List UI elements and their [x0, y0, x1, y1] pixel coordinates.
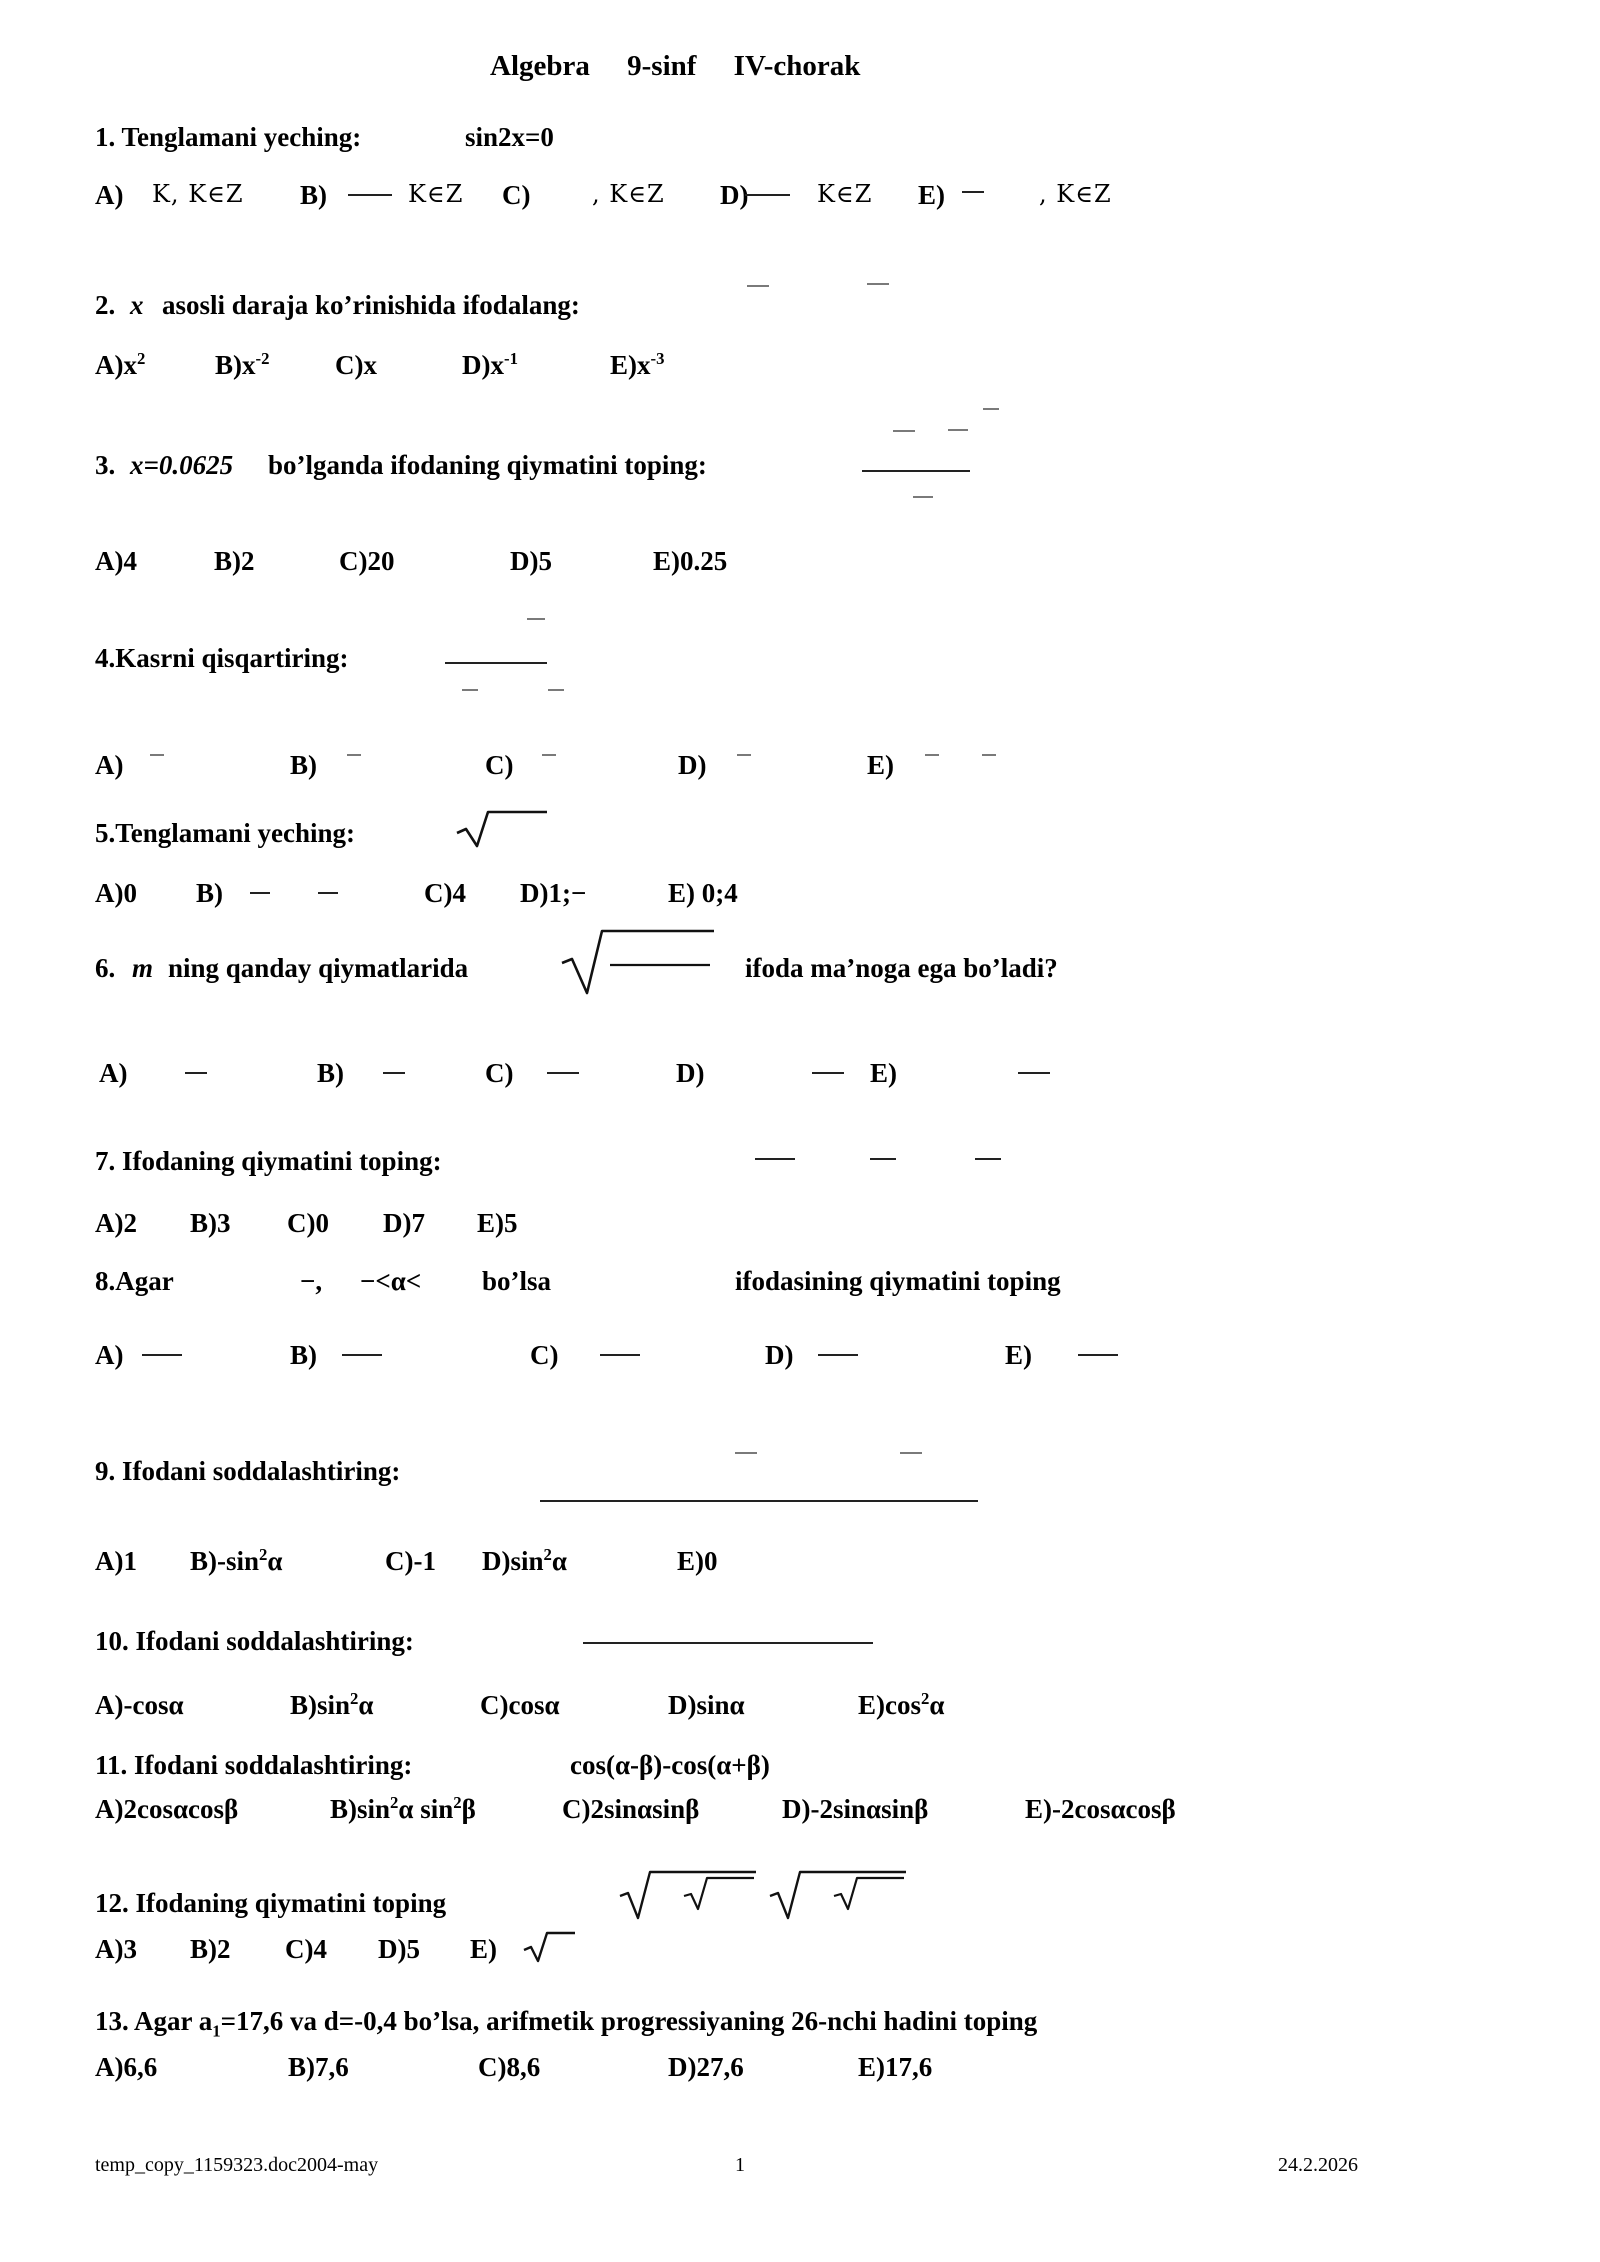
numerator-bar [527, 618, 545, 620]
question-12-text: 12. Ifodaning qiymatini toping [95, 1888, 447, 1918]
option-letter: B) [290, 750, 317, 780]
question-3-number: 3. [95, 450, 116, 480]
question-1-text: 1. Tenglamani yeching: [95, 122, 362, 152]
numerator-bar [948, 429, 968, 431]
question-6 [0, 953, 1600, 1001]
question-11 [0, 1750, 1600, 1798]
question-8-options [0, 1340, 1600, 1388]
footer-date: 24.2.2026 [1278, 2154, 1358, 2176]
nested-radical-icon [768, 1866, 910, 1922]
option-value: , K∈Z [1039, 180, 1112, 208]
option-value: E)17,6 [858, 2052, 933, 2082]
option-letter: D) [765, 1340, 794, 1370]
question-11-expression: cos(α-β)-cos(α+β) [570, 1750, 770, 1780]
option-value: $E)\cos^2\alpha$ [858, 1689, 945, 1720]
option-value: D)1;− [520, 878, 587, 908]
option-value: D)7 [383, 1208, 425, 1238]
nested-radical-icon [618, 1866, 760, 1922]
fraction-bar [185, 1072, 207, 1074]
option-value: A)-cosα [95, 1690, 184, 1720]
fraction-bar [150, 754, 164, 756]
option-value: A)3 [95, 1934, 137, 1964]
option-value: E) 0;4 [668, 878, 738, 908]
option-letter: C) [530, 1340, 559, 1370]
question-8-fragment: bo’lsa [482, 1266, 552, 1296]
option-letter: E) [918, 180, 945, 210]
option-value: C)-1 [385, 1546, 436, 1576]
option-value: K∈Z [408, 180, 464, 208]
question-6-text: ning qanday qiymatlarida [168, 953, 469, 983]
fraction-bar [812, 1072, 844, 1074]
option-value: $B)\sin^2\alpha$ $\sin^2\beta$ [330, 1793, 476, 1824]
option-letter: B) [290, 1340, 317, 1370]
option-value: C)cosα [480, 1690, 560, 1720]
option-letter: A) [99, 1058, 128, 1088]
fraction-bar [737, 754, 751, 756]
option-value: $B)\sin^2\alpha$ [290, 1689, 374, 1720]
option-letter: C) [502, 180, 531, 210]
option-value: B)2 [214, 546, 255, 576]
option-value: A)4 [95, 546, 137, 576]
question-4 [0, 643, 1600, 691]
option-letter: A) [95, 1340, 124, 1370]
option-value: $B)-\sin^2\alpha$ [190, 1545, 283, 1576]
option-value: E)0 [677, 1546, 718, 1576]
numerator-bar [735, 1452, 757, 1454]
option-value: D)5 [378, 1934, 420, 1964]
option-value: A)6,6 [95, 2052, 158, 2082]
option-letter: E) [470, 1934, 497, 1964]
title-subject: Algebra [490, 50, 590, 82]
option-value: $B)x^{-2}$ [215, 349, 270, 380]
option-value: A)2 [95, 1208, 137, 1238]
question-8-text: 8.Agar [95, 1266, 174, 1296]
footer-page-number: 1 [735, 2154, 745, 2176]
option-value: D)-2sinαsinβ [782, 1794, 929, 1824]
question-10-text: 10. Ifodani soddalashtiring: [95, 1626, 414, 1656]
option-value: $E)x^{-3}$ [610, 349, 665, 380]
option-value: C)0 [287, 1208, 329, 1238]
option-value: C)2sinαsinβ [562, 1794, 700, 1824]
option-letter: E) [867, 750, 894, 780]
fraction-bar [348, 194, 392, 196]
question-7-text: 7. Ifodaning qiymatini toping: [95, 1146, 442, 1176]
question-9 [0, 1456, 1600, 1504]
denominator-bar [913, 496, 933, 498]
question-2-variable: x [130, 290, 144, 320]
question-10 [0, 1626, 1600, 1674]
option-value: B)2 [190, 1934, 231, 1964]
question-3-options [0, 546, 1600, 594]
option-letter: E) [870, 1058, 897, 1088]
fraction-bar [583, 1642, 873, 1644]
option-value: C)4 [285, 1934, 327, 1964]
option-value: B)7,6 [288, 2052, 349, 2082]
question-7 [0, 1146, 1600, 1194]
page-title [0, 50, 1600, 98]
title-quarter: IV-chorak [733, 50, 861, 82]
fraction-bar [975, 1158, 1001, 1160]
fraction-bar [925, 754, 939, 756]
fraction-bar [870, 1158, 896, 1160]
numerator-bar [747, 285, 769, 287]
question-5-options [0, 878, 1600, 926]
option-value: E)-2cosαcosβ [1025, 1794, 1176, 1824]
fraction-bar [445, 662, 547, 664]
question-8 [0, 1266, 1600, 1314]
question-5-text: 5.Tenglamani yeching: [95, 818, 356, 848]
option-value: E)5 [477, 1208, 518, 1238]
denominator-bar [548, 689, 564, 691]
question-3 [0, 450, 1600, 498]
option-value: , K∈Z [592, 180, 665, 208]
question-1 [0, 122, 1600, 170]
question-3-text: bo’lganda ifodaning qiymatini toping: [268, 450, 707, 480]
fraction-bar [962, 191, 984, 193]
question-6-number: 6. [95, 953, 116, 983]
fraction-bar [318, 892, 338, 894]
option-letter: E) [1005, 1340, 1032, 1370]
fraction-bar [600, 1354, 640, 1356]
question-1-expression: sin2x=0 [465, 122, 554, 152]
option-value: $D)\sin^2\alpha$ [482, 1545, 567, 1576]
option-value: B)3 [190, 1208, 231, 1238]
question-9-options [0, 1546, 1600, 1594]
denominator-bar [462, 689, 478, 691]
fraction-bar [745, 194, 790, 196]
option-letter: D) [678, 750, 707, 780]
question-2-text: asosli daraja ko’rinishida ifodalang: [162, 290, 580, 320]
numerator-bar [893, 430, 915, 432]
question-13 [0, 2006, 1600, 2054]
question-8-fragment: −, [300, 1266, 323, 1296]
option-letter: D) [720, 180, 749, 210]
fraction-bar [342, 1354, 382, 1356]
option-value: C)8,6 [478, 2052, 541, 2082]
option-value: A)1 [95, 1546, 137, 1576]
question-10-options [0, 1690, 1600, 1738]
option-value: K, K∈Z [152, 180, 244, 208]
radical-icon [455, 808, 550, 850]
option-letter: B) [196, 878, 223, 908]
title-grade: 9-sinf [627, 50, 697, 82]
fraction-bar [542, 754, 556, 756]
question-13-options [0, 2052, 1600, 2100]
fraction-bar [383, 1072, 405, 1074]
numerator-bar [900, 1452, 922, 1454]
fraction-bar [1078, 1354, 1118, 1356]
exponent-bar [983, 408, 999, 410]
option-value: C)x [335, 350, 377, 380]
question-5 [0, 818, 1600, 866]
page-footer [0, 2154, 1600, 2202]
question-4-options [0, 750, 1600, 798]
question-6-text2: ifoda ma’noga ega bo’ladi? [745, 953, 1058, 983]
fraction-bar [862, 470, 970, 472]
option-letter: C) [485, 750, 514, 780]
option-letter: B) [300, 180, 327, 210]
option-value: C)4 [424, 878, 466, 908]
option-value: K∈Z [817, 180, 873, 208]
question-11-options [0, 1794, 1600, 1842]
fraction-bar [540, 1500, 978, 1502]
fraction-bar [1018, 1072, 1050, 1074]
option-letter: C) [485, 1058, 514, 1088]
question-12-options [0, 1934, 1600, 1982]
option-letter: A) [95, 180, 124, 210]
fraction-bar [250, 892, 270, 894]
option-value: A)0 [95, 878, 137, 908]
question-8-fragment: ifodasining qiymatini toping [735, 1266, 1061, 1296]
fraction-bar [547, 1072, 579, 1074]
option-letter: B) [317, 1058, 344, 1088]
question-2 [0, 290, 1600, 338]
option-value: D)5 [510, 546, 552, 576]
question-9-text: 9. Ifodani soddalashtiring: [95, 1456, 401, 1486]
question-11-text: 11. Ifodani soddalashtiring: [95, 1750, 413, 1780]
option-value: D)sinα [668, 1690, 745, 1720]
question-3-condition: x=0.0625 [130, 450, 234, 480]
question-12 [0, 1888, 1600, 1936]
question-7-options [0, 1208, 1600, 1256]
fraction-bar [142, 1354, 182, 1356]
fraction-bar [755, 1158, 795, 1160]
question-4-text: 4.Kasrni qisqartiring: [95, 643, 349, 673]
question-6-variable: m [132, 953, 154, 983]
option-value: A)2cosαcosβ [95, 1794, 239, 1824]
option-letter: A) [95, 750, 124, 780]
question-2-number: 2. [95, 290, 116, 320]
option-letter: D) [676, 1058, 705, 1088]
question-1-options [0, 180, 1600, 228]
option-value: E)0.25 [653, 546, 728, 576]
question-6-options [0, 1058, 1600, 1106]
radical-fraction-icon [560, 925, 718, 999]
option-value: C)20 [339, 546, 395, 576]
question-2-options [0, 350, 1600, 398]
option-value: $D)x^{-1}$ [462, 349, 518, 380]
question-8-fragment: −<α< [360, 1266, 422, 1296]
option-value: $A)x^2$ [95, 349, 146, 380]
option-value: D)27,6 [668, 2052, 744, 2082]
fraction-bar [347, 754, 361, 756]
fraction-bar [818, 1354, 858, 1356]
question-13-text: 13. Agar $a_1=17,6$ va d=-0,4 bo’lsa, arifmetik progressiyaning 26-nchi hadini toping [95, 2006, 1038, 2041]
numerator-bar [867, 283, 889, 285]
radical-icon [522, 1930, 578, 1966]
fraction-bar [982, 754, 996, 756]
footer-filename: temp_copy_1159323.doc2004-may [95, 2154, 379, 2176]
